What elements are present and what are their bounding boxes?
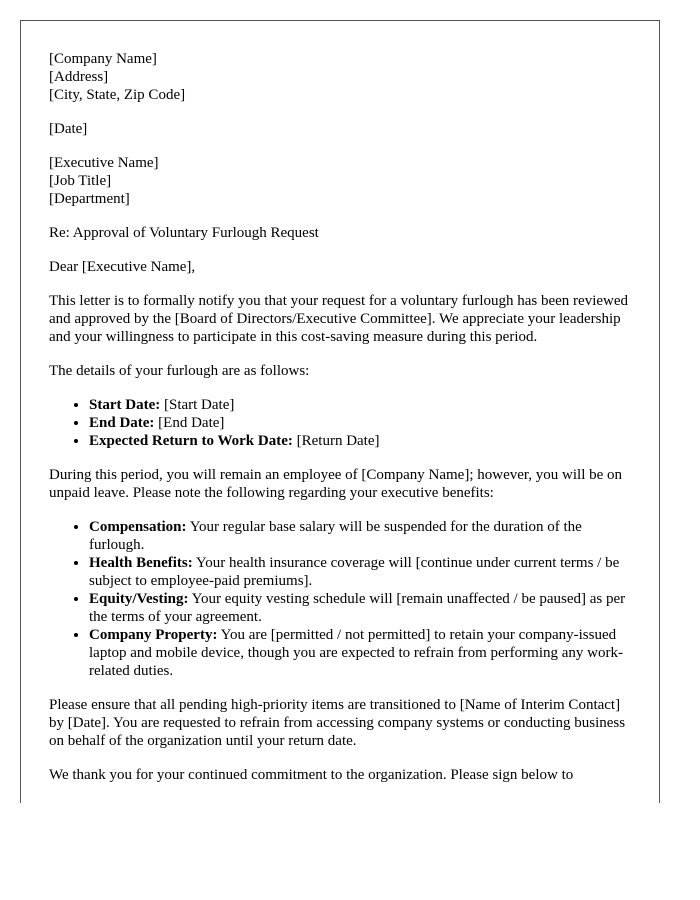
recipient-address — [49, 154, 631, 208]
detail-label: End Date: — [89, 415, 155, 431]
detail-value: [Start Date] — [160, 397, 235, 413]
sender-company: [Company Name] — [49, 51, 157, 67]
benefit-label: Equity/Vesting: — [89, 591, 189, 607]
recipient-title: [Job Title] — [49, 173, 112, 189]
list-item — [89, 396, 631, 414]
detail-label: Start Date: — [89, 397, 161, 413]
detail-label: Expected Return to Work Date: — [89, 433, 293, 449]
benefit-value: Your regular base salary will be suspended for the duration of the furlough. — [89, 519, 582, 553]
recipient-department: [Department] — [49, 191, 130, 207]
list-item — [89, 414, 631, 432]
letter-body — [21, 21, 659, 784]
list-item — [89, 554, 631, 590]
benefit-label: Company Property: — [89, 627, 218, 643]
salutation: Dear [Executive Name], — [49, 259, 196, 275]
detail-value: [End Date] — [154, 415, 225, 431]
benefit-value: Your health insurance coverage will [continue under current terms / be subject to employee-paid premiums]. — [89, 555, 620, 589]
recipient-name: [Executive Name] — [49, 155, 159, 171]
list-item — [89, 432, 631, 450]
benefit-value: Your equity vesting schedule will [remain unaffected / be paused] as per the terms of your agreement. — [89, 591, 626, 625]
details-list — [49, 396, 631, 450]
sender-city: [City, State, Zip Code] — [49, 87, 186, 103]
list-item — [89, 590, 631, 626]
list-item — [89, 518, 631, 554]
details-intro: The details of your furlough are as follows: — [49, 363, 310, 379]
transition-paragraph: Please ensure that all pending high-priority items are transitioned to [Name of Interim Contact] by [Date]. You are requested to refrain from accessing company systems or conducting business on behalf of the organization until your return date. — [49, 697, 626, 749]
benefits-intro: During this period, you will remain an employee of [Company Name]; however, you will be on unpaid leave. Please note the following regarding your executive benefits: — [49, 467, 623, 501]
detail-value: [Return Date] — [292, 433, 380, 449]
list-item — [89, 626, 631, 680]
intro-paragraph: This letter is to formally notify you that your request for a voluntary furlough has been reviewed and approved by the [Board of Directors/Executive Committee]. We appreciate your leadership and your willingness to participate in this cost-saving measure during this period. — [49, 293, 629, 345]
letter-page — [20, 20, 660, 803]
subject-line: Re: Approval of Voluntary Furlough Request — [49, 225, 319, 241]
benefits-list — [49, 518, 631, 680]
sender-address — [49, 50, 631, 104]
letter-date: [Date] — [49, 121, 88, 137]
benefit-label: Compensation: — [89, 519, 187, 535]
sender-street: [Address] — [49, 69, 109, 85]
benefit-value: You are [permitted / not permitted] to retain your company-issued laptop and mobile device, though you are expected to refrain from performing any work-related duties. — [89, 627, 623, 679]
closing-paragraph: We thank you for your continued commitment to the organization. Please sign below to — [49, 767, 574, 783]
benefit-label: Health Benefits: — [89, 555, 193, 571]
